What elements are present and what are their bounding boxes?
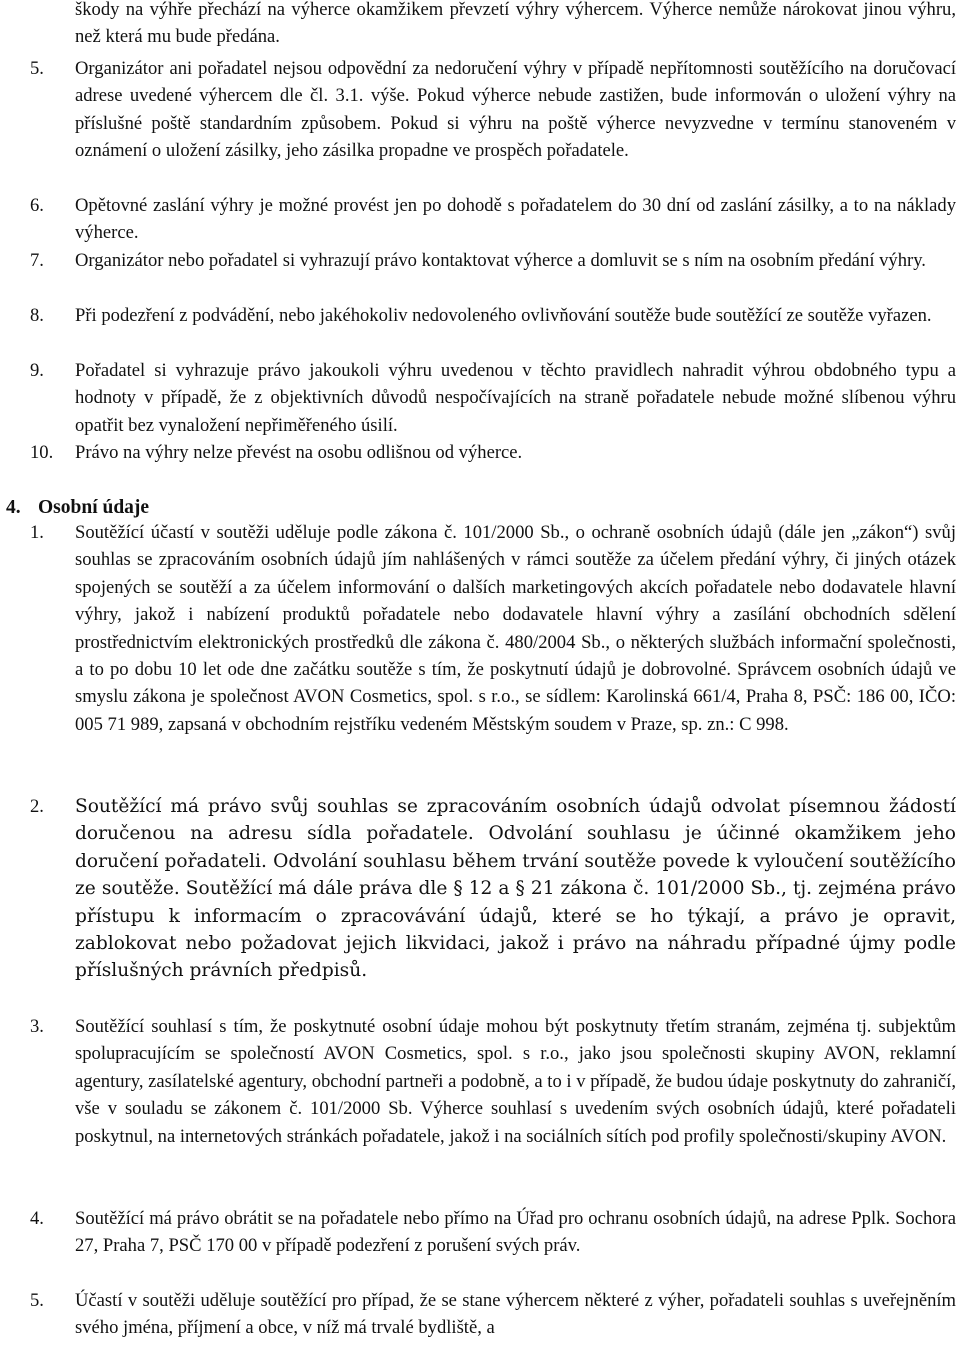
item-text: Právo na výhry nelze převést na osobu odlišnou od výherce. (75, 442, 523, 463)
item-number: 7. (30, 250, 44, 271)
item-text: Soutěžící má právo svůj souhlas se zpracováním osobních údajů odvolat písemnou žádostí doručenou na adresu sídla pořadatele. Odvolání souhlasu je účinné okamžikem jeho doručení pořadateli. Odvolání souhlasu během trvání soutěže povede k vyloučení soutěžícího ze soutěže. Soutěžící má dále práva dle § 12 a § 21 zákona č. 101/2000 Sb., tj. zejména právo přístupu k informacím o zpracovávání údajů, které se ho týkají, a právo je opravit, zablokovat nebo požadovat jejich likvidaci, jakož i právo na náhradu případné újmy podle příslušných právních předpisů. (75, 796, 956, 982)
item-number: 5. (30, 58, 44, 79)
list-item (30, 793, 956, 1013)
item-number: 9. (30, 360, 44, 381)
item-text: Soutěžící účastí v soutěži uděluje podle zákona č. 101/2000 Sb., o ochraně osobních údajů (dále jen „zákon“) svůj souhlas se zpracováním osobních údajů jím nahlášených v rámci soutěže za účelem předání výhry, či jiných otázek spojených se soutěží a za účelem informování o dalších marketingových akcích pořadatele nebo dodavatele hlavní výhry, jakož i nabízení produktů pořadatele nebo dodavatele hlavní výhry a zasílání obchodních sdělení prostřednictvím elektronických prostředků dle zákona č. 480/2004 Sb., o některých službách informační společnosti, a to po dobu 10 let ode dne začátku soutěže s tím, že poskytnutí údajů je dobrovolné. Správcem osobních údajů ve smyslu zákona je společnost AVON Cosmetics, spol. s r.o., se sídlem: Karolinská 661/4, Praha 8, PSČ: 186 00, IČO: 005 71 989, zapsaná v obchodním rejstříku vedeném Městským soudem v Praze, sp. zn.: C 998. (75, 522, 956, 735)
list-item (30, 357, 956, 439)
continuation-text: škody na výhře přechází na výherce okamžikem převzetí výhry výhercem. Výherce nemůže nárokovat jinou výhru, než která mu bude předána. (75, 0, 956, 48)
section-heading (6, 494, 149, 521)
item-text: Soutěžící má právo obrátit se na pořadatele nebo přímo na Úřad pro ochranu osobních údajů, na adrese Pplk. Sochora 27, Praha 7, PSČ 170 00 v případě podezření z porušení svých práv. (75, 1208, 956, 1257)
item-number: 1. (30, 522, 44, 543)
item-text: Pořadatel si vyhrazuje právo jakoukoli výhru uvedenou v těchto pravidlech nahradit výhrou obdobného typu a hodnoty v případě, že z objektivních důvodů nespočívajících na straně pořadatele nebude možné slíbenou výhru opatřit bez vynaložení nepřiměřeného úsilí. (75, 360, 956, 436)
list-item (30, 192, 956, 247)
item-number: 2. (30, 796, 44, 817)
item-text: Při podezření z podvádění, nebo jakéhokoliv nedovoleného ovlivňování soutěže bude soutěžící ze soutěže vyřazen. (75, 305, 932, 326)
list-item (30, 1205, 956, 1287)
list-item (30, 247, 956, 302)
item-number: 3. (30, 1016, 44, 1037)
item-number: 8. (30, 305, 44, 326)
item-number: 10. (30, 442, 54, 463)
list-item (30, 519, 956, 793)
item-text: Opětovné zaslání výhry je možné provést jen po dohodě s pořadatelem do 30 dní od zaslání zásilky, a to na náklady výherce. (75, 195, 956, 244)
item-number: 5. (30, 1290, 44, 1311)
list-item (30, 1287, 956, 1347)
list-item (30, 302, 956, 357)
item-text: Organizátor nebo pořadatel si vyhrazují právo kontaktovat výherce a domluvit se s ním na osobním předání výhry. (75, 250, 926, 271)
list-item (30, 55, 956, 192)
section-number: 4. (6, 497, 21, 518)
item-number: 6. (30, 195, 44, 216)
list-item (30, 1013, 956, 1205)
rules-list-section-3 (30, 55, 956, 467)
item-number: 4. (30, 1208, 44, 1229)
section-title: Osobní údaje (38, 497, 150, 518)
personal-data-list (30, 519, 956, 1347)
list-item (30, 439, 956, 467)
item-text: Soutěžící souhlasí s tím, že poskytnuté osobní údaje mohou být poskytnuty třetím stranám, zejména tj. subjektům spolupracujícím se společností AVON Cosmetics, spol. s r.o., jako jsou společnosti skupiny AVON, reklamní agentury, zasílatelské agentury, obchodní partneři a podobně, a to i v případě, že budou údaje poskytnuty do zahraničí, vše v souladu se zákonem č. 101/2000 Sb. Výherce souhlasí s uvedením svých osobních údajů, které pořadateli poskytnul, na internetových stránkách pořadatele, jakož i na sociálních sítích pod profily společnosti/skupiny AVON. (75, 1016, 956, 1147)
item-text: Organizátor ani pořadatel nejsou odpovědní za nedoručení výhry v případě nepřítomnosti soutěžícího na doručovací adrese uvedené výhercem dle čl. 3.1. výše. Pokud výherce nebude zastižen, bude informován o uložení výhry na příslušné poště standardním způsobem. Pokud si výhru na poště výherce nevyzvedne v termínu stanoveném v oznámení o uložení zásilky, jeho zásilka propadne ve prospěch pořadatele. (75, 58, 956, 162)
item-text: Účastí v soutěži uděluje soutěžící pro případ, že se stane výhercem některé z výher, pořadateli souhlas s uveřejněním svého jména, příjmení a obce, v níž má trvalé bydliště, a (75, 1290, 956, 1339)
